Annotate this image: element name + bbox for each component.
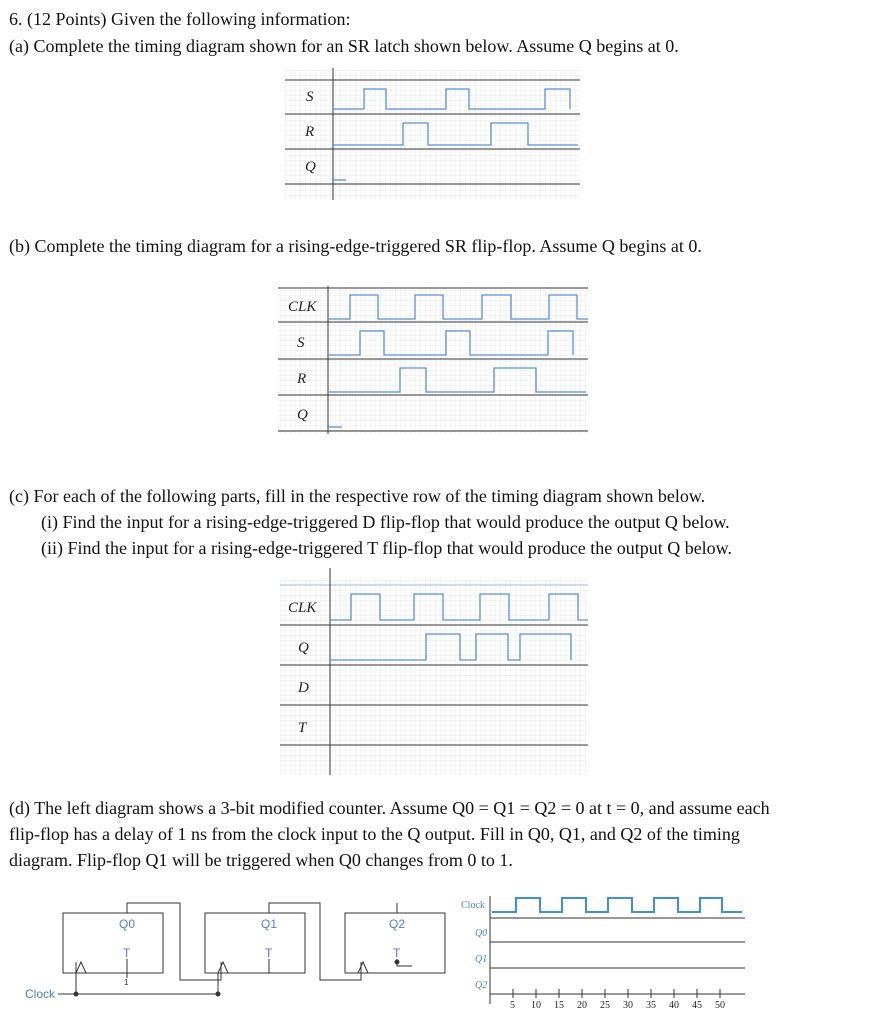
diagram-d-label-clock: Clock	[461, 900, 485, 911]
q0-to-ff1-wire	[127, 903, 221, 980]
part-c-i-prompt: (i) Find the input for a rising-edge-triggered D flip-flop that would produce the output Q below.	[41, 512, 730, 532]
timing-diagram-a	[285, 68, 580, 200]
q1-to-ff2-wire	[269, 903, 361, 980]
tick-label-35: 35	[646, 1000, 656, 1011]
flipflop-q0-t-label: T	[123, 946, 131, 960]
diagram-c-label-d: D	[298, 680, 309, 696]
flipflop-q2-clock-triangle	[358, 962, 368, 973]
diagram-d-label-q0: Q0	[475, 928, 488, 939]
flipflop-q1-t-label: T	[265, 946, 273, 960]
part-c-prompt: (c) For each of the following parts, fill in the respective row of the timing diagram shown below.	[9, 486, 706, 506]
flipflop-q2-t-label: T	[393, 946, 401, 960]
diagram-d-tick-labels	[510, 1000, 725, 1011]
tick-label-15: 15	[554, 1000, 564, 1011]
diagram-d-label-q1: Q1	[475, 954, 488, 965]
diagram-b-label-s: S	[297, 335, 305, 351]
part-b-prompt: (b) Complete the timing diagram for a rising-edge-triggered SR flip-flop. Assume Q begins at 0.	[9, 236, 702, 256]
diagram-b-label-r: R	[297, 371, 307, 387]
diagram-c-label-q: Q	[298, 640, 309, 656]
flipflop-q2-label: Q2	[389, 917, 406, 931]
part-d-prompt-line1: (d) The left diagram shows a 3-bit modified counter. Assume Q0 = Q1 = Q2 = 0 at t = 0, and assume each	[9, 798, 770, 818]
timing-diagram-b	[278, 286, 588, 434]
diagram-b-label-clk: CLK	[288, 299, 317, 315]
part-c-ii-prompt: (ii) Find the input for a rising-edge-triggered T flip-flop that would produce the output Q below.	[41, 538, 733, 558]
problem-heading: 6. (12 Points) Given the following information:	[9, 9, 351, 29]
diagram-c-grid	[280, 580, 588, 775]
tick-label-10: 10	[531, 1000, 541, 1011]
flipflop-q0-box	[63, 913, 163, 973]
diagram-c-label-t: T	[298, 720, 307, 736]
flipflop-q0-label: Q0	[119, 917, 136, 931]
diagram-c-label-clk: CLK	[288, 600, 317, 616]
diagram-d-label-q2: Q2	[475, 980, 488, 991]
part-a-prompt: (a) Complete the timing diagram shown for an SR latch shown below. Assume Q begins at 0.	[9, 36, 679, 56]
tick-label-20: 20	[577, 1000, 587, 1011]
flipflop-q1-clock-triangle	[218, 962, 228, 973]
counter-circuit	[58, 903, 445, 996]
part-d-prompt-line2: flip-flop has a delay of 1 ns from the clock input to the Q output. Fill in Q0, Q1, and Q2 of the timing	[9, 824, 740, 844]
diagram-b-grid	[278, 286, 588, 434]
tick-label-40: 40	[669, 1000, 679, 1011]
tick-label-25: 25	[600, 1000, 610, 1011]
timing-diagram-c	[280, 568, 588, 775]
const-one-label: 1	[124, 978, 129, 987]
diagram-a-label-s: S	[306, 89, 314, 105]
flipflop-q0-clock-triangle	[76, 962, 86, 973]
tick-label-5: 5	[510, 1000, 515, 1011]
diagram-a-label-q: Q	[305, 159, 316, 175]
flipflop-q1-box	[205, 913, 305, 973]
tick-label-50: 50	[715, 1000, 725, 1011]
diagram-a-grid	[285, 70, 580, 200]
diagram-d-wave-clock	[492, 898, 742, 912]
tick-label-45: 45	[692, 1000, 702, 1011]
timing-diagram-d	[461, 896, 745, 1011]
part-d-prompt-line3: diagram. Flip-flop Q1 will be triggered when Q0 changes from 0 to 1.	[9, 850, 513, 870]
diagram-a-label-r: R	[305, 124, 315, 140]
flipflop-q1-label: Q1	[261, 917, 278, 931]
clock-wire	[58, 973, 218, 994]
diagram-b-label-q: Q	[297, 407, 308, 423]
tick-label-30: 30	[623, 1000, 633, 1011]
counter-circuit-labels	[25, 917, 405, 1001]
counter-clock-label: Clock	[25, 987, 56, 1001]
